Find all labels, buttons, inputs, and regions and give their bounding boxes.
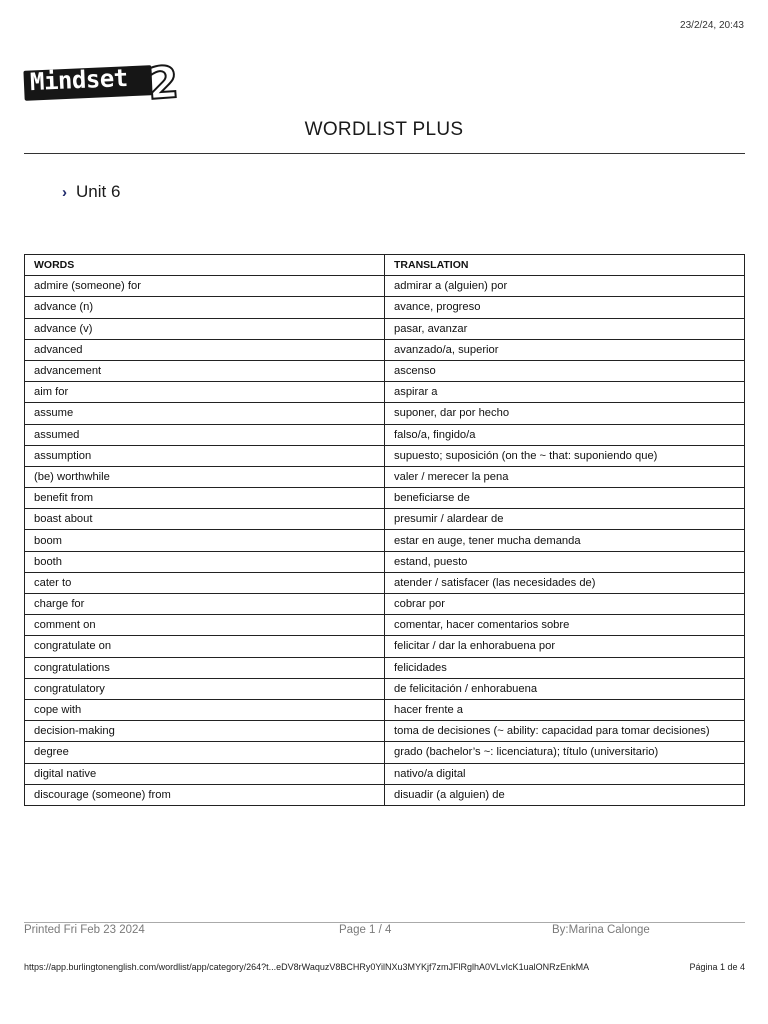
table-row xyxy=(25,424,745,445)
word-cell: cater to xyxy=(25,572,385,593)
table-row xyxy=(25,339,745,360)
printed-date: Printed Fri Feb 23 2024 xyxy=(24,924,145,936)
translation-cell: estand, puesto xyxy=(385,551,745,572)
table-row xyxy=(25,466,745,487)
word-cell: congratulations xyxy=(25,657,385,678)
translation-cell: valer / merecer la pena xyxy=(385,466,745,487)
word-cell: benefit from xyxy=(25,488,385,509)
table-row xyxy=(25,657,745,678)
table-row xyxy=(25,488,745,509)
table-row xyxy=(25,742,745,763)
translation-cell: suponer, dar por hecho xyxy=(385,403,745,424)
author: By:Marina Calonge xyxy=(552,924,650,936)
word-cell: degree xyxy=(25,742,385,763)
word-cell: advance (v) xyxy=(25,318,385,339)
table-row xyxy=(25,615,745,636)
table-row xyxy=(25,509,745,530)
word-cell: congratulate on xyxy=(25,636,385,657)
word-cell: boom xyxy=(25,530,385,551)
page-indicator: Page 1 / 4 xyxy=(339,924,392,936)
translation-cell: presumir / alardear de xyxy=(385,509,745,530)
table-row xyxy=(25,445,745,466)
word-cell: assume xyxy=(25,403,385,424)
translation-cell: nativo/a digital xyxy=(385,763,745,784)
table-row xyxy=(25,678,745,699)
table-row xyxy=(25,699,745,720)
word-cell: assumed xyxy=(25,424,385,445)
wordlist-table xyxy=(24,254,745,806)
translation-cell: supuesto; suposición (on the ~ that: suponiendo que) xyxy=(385,445,745,466)
translation-cell: cobrar por xyxy=(385,594,745,615)
translation-cell: aspirar a xyxy=(385,382,745,403)
word-cell: charge for xyxy=(25,594,385,615)
table-header-row xyxy=(25,255,745,276)
table-row xyxy=(25,276,745,297)
translation-cell: grado (bachelor’s ~: licenciatura); título (universitario) xyxy=(385,742,745,763)
word-cell: discourage (someone) from xyxy=(25,784,385,805)
translation-cell: felicitar / dar la enhorabuena por xyxy=(385,636,745,657)
table-row xyxy=(25,594,745,615)
translation-cell: estar en auge, tener mucha demanda xyxy=(385,530,745,551)
translation-cell: hacer frente a xyxy=(385,699,745,720)
word-cell: (be) worthwhile xyxy=(25,466,385,487)
table-row xyxy=(25,784,745,805)
print-timestamp: 23/2/24, 20:43 xyxy=(680,20,744,31)
translation-cell: toma de decisiones (~ ability: capacidad para tomar decisiones) xyxy=(385,721,745,742)
table-row xyxy=(25,318,745,339)
translation-cell: beneficiarse de xyxy=(385,488,745,509)
word-cell: advance (n) xyxy=(25,297,385,318)
translation-cell: de felicitación / enhorabuena xyxy=(385,678,745,699)
translation-cell: avanzado/a, superior xyxy=(385,339,745,360)
word-cell: advanced xyxy=(25,339,385,360)
print-page-info: Página 1 de 4 xyxy=(689,962,745,972)
word-cell: decision-making xyxy=(25,721,385,742)
word-cell: assumption xyxy=(25,445,385,466)
unit-heading[interactable] xyxy=(62,182,120,202)
table-row xyxy=(25,360,745,381)
word-cell: advancement xyxy=(25,360,385,381)
table-row xyxy=(25,721,745,742)
title-divider xyxy=(24,153,745,154)
translation-cell: atender / satisfacer (las necesidades de) xyxy=(385,572,745,593)
translation-cell: disuadir (a alguien) de xyxy=(385,784,745,805)
chevron-right-icon: › xyxy=(62,183,67,201)
word-cell: admire (someone) for xyxy=(25,276,385,297)
translation-cell: comentar, hacer comentarios sobre xyxy=(385,615,745,636)
word-cell: booth xyxy=(25,551,385,572)
word-cell: boast about xyxy=(25,509,385,530)
translation-cell: ascenso xyxy=(385,360,745,381)
table-row xyxy=(25,763,745,784)
word-cell: congratulatory xyxy=(25,678,385,699)
translation-cell: falso/a, fingido/a xyxy=(385,424,745,445)
column-header-translation: TRANSLATION xyxy=(385,255,745,276)
table-row xyxy=(25,551,745,572)
word-cell: digital native xyxy=(25,763,385,784)
table-row xyxy=(25,530,745,551)
page-title: WORDLIST PLUS xyxy=(304,119,464,140)
word-cell: aim for xyxy=(25,382,385,403)
translation-cell: pasar, avanzar xyxy=(385,318,745,339)
translation-cell: avance, progreso xyxy=(385,297,745,318)
logo-number: 2 xyxy=(146,56,181,111)
column-header-words: WORDS xyxy=(25,255,385,276)
translation-cell: felicidades xyxy=(385,657,745,678)
table-row xyxy=(25,382,745,403)
unit-title: Unit 6 xyxy=(76,182,121,201)
word-cell: cope with xyxy=(25,699,385,720)
table-row xyxy=(25,572,745,593)
table-row xyxy=(25,403,745,424)
table-body xyxy=(25,276,745,806)
footer-divider xyxy=(24,922,745,923)
table-row xyxy=(25,636,745,657)
word-cell: comment on xyxy=(25,615,385,636)
mindset-logo xyxy=(24,56,184,111)
logo-text: Mindset xyxy=(29,63,129,97)
table-row xyxy=(25,297,745,318)
print-url: https://app.burlingtonenglish.com/wordlist/app/category/264?t...eDV8rWaquzV8BCHRy0YilNXu3MYKjf7zmJFlRglhA0VLvIcK1ualONRzEnkMA xyxy=(24,962,590,972)
translation-cell: admirar a (alguien) por xyxy=(385,276,745,297)
